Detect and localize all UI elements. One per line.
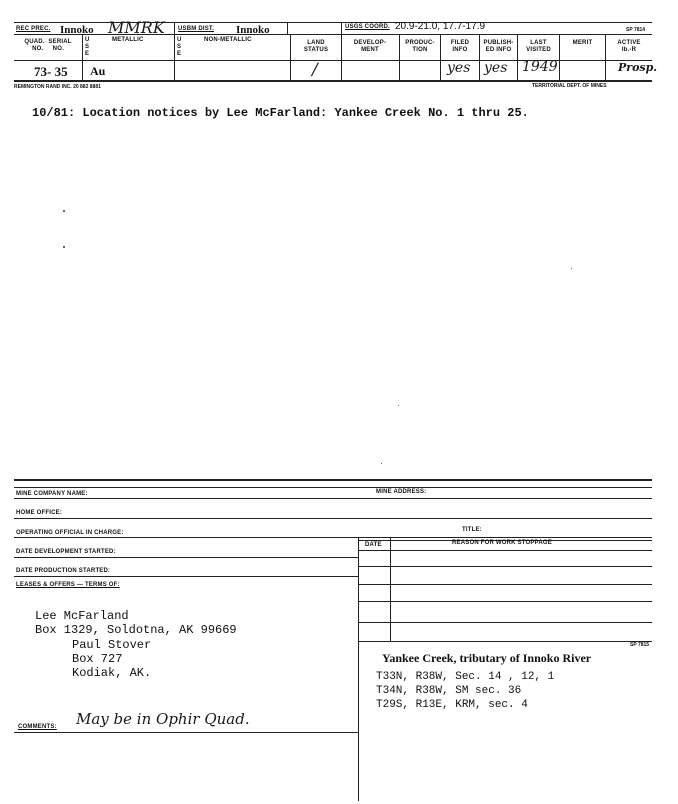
lease-line-5: Kodiak, AK. [72, 666, 152, 680]
col-land-status: LAND STATUS [303, 40, 329, 53]
mine-address-label: MINE ADDRESS: [376, 489, 427, 495]
col-last-visited: LAST VISITED [526, 40, 551, 53]
land-status-value: / [312, 60, 318, 80]
col-development: DEVELOP- MENT [353, 40, 387, 53]
col-active: ACTIVE Ib.-R [617, 40, 641, 53]
lease-line-3: Paul Stover [72, 638, 152, 652]
title-label: TITLE: [462, 527, 482, 533]
territorial-dept: TERRITORIAL DEPT. OF MINES [532, 83, 607, 89]
col-filed-info: FILED INFO [450, 40, 470, 53]
active-value: Prosp. [618, 61, 658, 74]
date-development-label: DATE DEVELOPMENT STARTED: [16, 549, 116, 555]
form-number-bottom: SP 7815 [630, 642, 650, 648]
mine-company-label: MINE COMPANY NAME: [16, 491, 88, 497]
form-number-top: SP 7814 [626, 27, 646, 33]
location-line-2: T34N, R38W, SM sec. 36 [376, 685, 522, 697]
operating-official-label: OPERATING OFFICIAL IN CHARGE: [16, 530, 124, 536]
col-merit: MERIT [572, 40, 593, 46]
usbm-dist-value: Innoko [236, 24, 270, 36]
col-published-info: PUBLISH- ED INFO [483, 40, 514, 53]
home-office-label: HOME OFFICE: [16, 510, 63, 516]
date-col-header: DATE [365, 542, 382, 548]
last-visited-value: 1949 [522, 59, 558, 75]
lease-line-2: Box 1329, Soldotna, AK 99669 [35, 623, 237, 637]
col-metallic: METALLIC [112, 37, 144, 43]
col-nonmetallic-code: U S E [177, 37, 182, 57]
speck-mark [381, 463, 382, 464]
published-info-value: yes [484, 60, 508, 76]
speck-mark [398, 405, 399, 406]
rec-prec-value: Innoko [60, 24, 94, 36]
col-production: PRODUC- TION [405, 40, 435, 53]
date-production-label: DATE PRODUCTION STARTED: [16, 568, 111, 574]
usgs-coord-value: 20.9-21.0, 17.7-17.9 [395, 21, 486, 32]
comments-label: COMMENTS: [18, 724, 57, 730]
quad-serial-value: 73- 35 [34, 64, 68, 79]
printer-line: REMINGTON RAND INC. 20 882 8881 [14, 84, 101, 90]
lease-line-4: Box 727 [72, 652, 123, 666]
lease-line-1: Lee McFarland [35, 609, 129, 623]
rec-prec-handwritten: MMRK [108, 18, 165, 37]
col-metallic-code: U S E [85, 37, 90, 57]
usbm-dist-label: USBM DIST. [178, 26, 215, 32]
location-line-1: T33N, R38W, Sec. 14 , 12, 1 [376, 671, 555, 683]
location-line-3: T29S, R13E, KRM, sec. 4 [376, 699, 528, 711]
comments-value: May be in Ophir Quad. [76, 710, 250, 728]
usgs-coord-label: USGS COORD. [345, 24, 390, 30]
location-notice: 10/81: Location notices by Lee McFarland: Yankee Creek No. 1 thru 25. [32, 106, 529, 120]
rec-prec-label: REC PREC. [16, 26, 51, 32]
col-nonmetallic: NON-METALLIC [204, 37, 252, 43]
col-quad-serial: QUAD. SERIAL NO. NO. [24, 39, 72, 52]
speck-mark [63, 210, 65, 212]
location-title: Yankee Creek, tributary of Innoko River [382, 651, 592, 665]
speck-mark [571, 268, 572, 269]
metallic-value: Au [90, 64, 106, 78]
reason-col-header: REASON FOR WORK STOPPAGE [452, 540, 552, 546]
speck-mark [63, 246, 65, 248]
filed-info-value: yes [447, 60, 471, 76]
leases-label: LEASES & OFFERS — TERMS OF: [16, 582, 120, 588]
